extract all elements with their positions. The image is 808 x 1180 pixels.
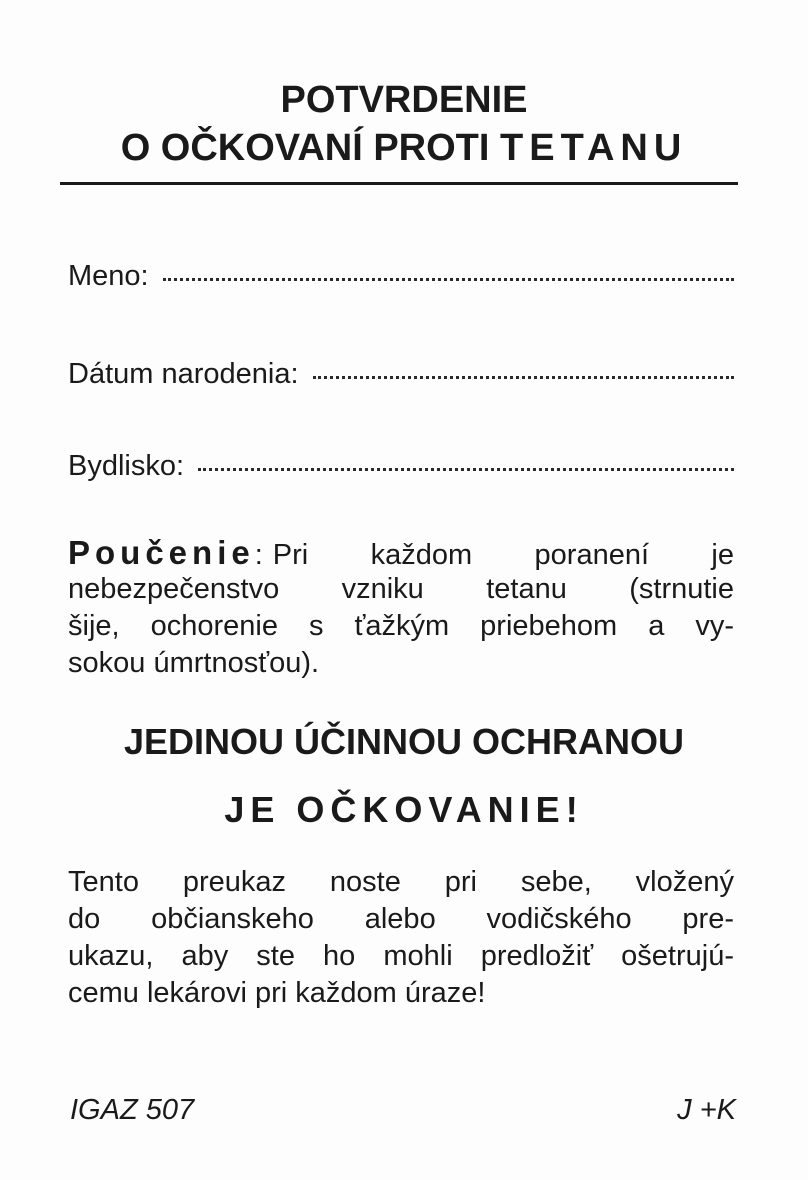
- name-label: Meno:: [68, 260, 149, 292]
- notice-line: nebezpečenstvo vzniku tetanu (strnutie: [68, 573, 734, 605]
- instruction-line: ukazu, aby ste ho mohli predložiť ošetrujú-: [68, 940, 734, 972]
- name-fill-line[interactable]: [163, 272, 734, 281]
- card-title-line-1: POTVRDENIE: [280, 79, 528, 121]
- notice-line-text: Pri každom poranení je: [272, 539, 734, 571]
- address-label: Bydlisko:: [68, 450, 185, 482]
- card-title-line-2-part-2: TETANU: [500, 127, 688, 169]
- birth-date-label: Dátum narodenia:: [68, 358, 299, 390]
- instruction-line: cemu lekárovi pri každom úraze!: [68, 977, 486, 1009]
- notice-line: sokou úmrtnosťou).: [68, 647, 320, 679]
- printer-mark: J +K: [677, 1094, 736, 1126]
- instruction-paragraph: [68, 864, 734, 1012]
- name-field[interactable]: [68, 256, 734, 296]
- notice-heading: Poučenie: [68, 534, 255, 571]
- instruction-line: do občianskeho alebo vodičského pre-: [68, 903, 734, 935]
- address-fill-line[interactable]: [198, 462, 734, 471]
- address-field[interactable]: [68, 446, 734, 486]
- form-code: IGAZ 507: [70, 1094, 195, 1126]
- notice-line: šije, ochorenie s ťažkým priebehom a vy-: [68, 610, 734, 642]
- notice-paragraph: [68, 534, 734, 682]
- warning-line-1: JEDINOU ÚČINNOU OCHRANOU: [123, 721, 685, 762]
- notice-line: [68, 534, 734, 571]
- instruction-line: Tento preukaz noste pri sebe, vložený: [68, 866, 734, 898]
- notice-colon: :: [254, 539, 263, 571]
- warning-line-2: JE OČKOVANIE!: [224, 789, 584, 830]
- birth-date-field[interactable]: [68, 354, 734, 394]
- title-divider: [60, 182, 738, 185]
- card-title-line-2-part-1: O OČKOVANÍ PROTI: [120, 127, 490, 169]
- card-title-line-2: [0, 126, 808, 170]
- birth-date-fill-line[interactable]: [313, 370, 734, 379]
